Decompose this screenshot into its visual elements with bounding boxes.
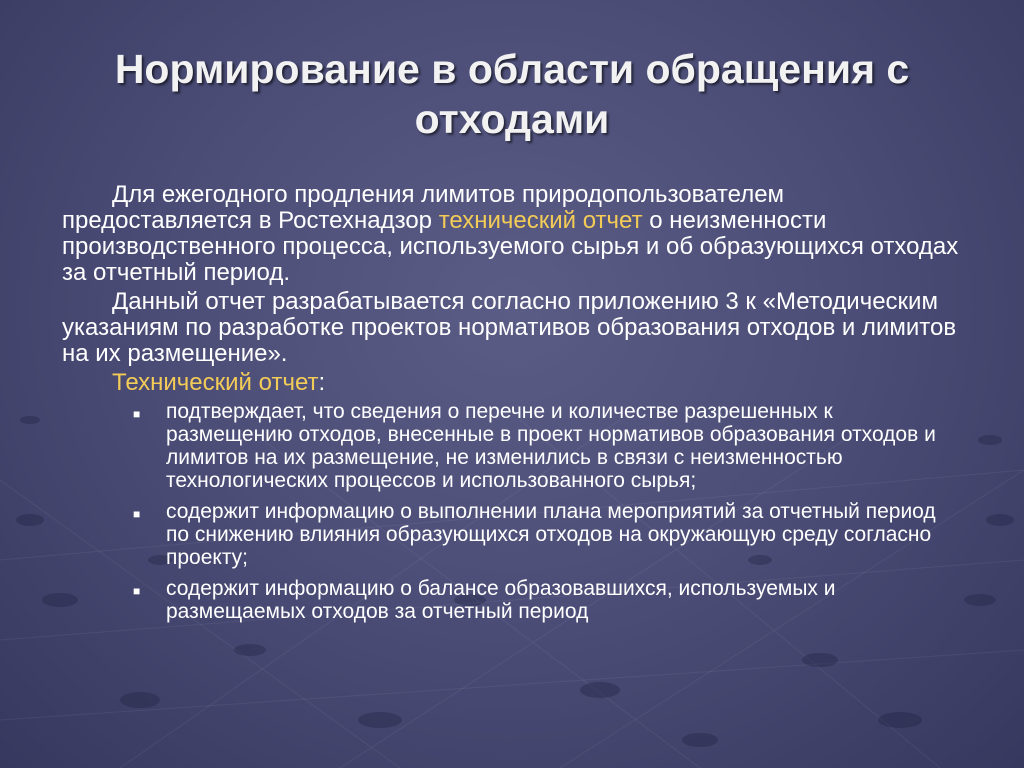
paragraph-methodology: Данный отчет разрабатывается согласно приложению 3 к «Методическим указаниям по разработке проектов нормативов образования отходов и лимитов на их размещение». [62, 288, 957, 367]
slide-title: Нормирование в области обращения с отходами [114, 46, 910, 142]
square-bullet-icon: ■ [133, 507, 141, 521]
highlight-technical-report: Технический отчет [112, 369, 319, 396]
paragraph-renewal [62, 182, 962, 286]
slide-body [62, 182, 962, 631]
technical-report-heading [112, 370, 962, 396]
highlight-technical-report: технический отчет [438, 207, 643, 234]
paragraph-text: Для ежегодного продления лимитов природопользователем предоставляется в Ростехнадзор [62, 181, 785, 234]
square-bullet-icon: ■ [133, 407, 141, 421]
bullet-list [62, 400, 962, 623]
list-item [133, 577, 962, 623]
square-bullet-icon: ■ [133, 584, 141, 598]
heading-colon: : [318, 369, 326, 396]
list-item [133, 400, 962, 492]
list-item [133, 500, 962, 569]
list-item-text: содержит информацию о выполнении плана мероприятий за отчетный период по снижению влияния образующихся отходов на окружающую среду согласно проекту; [166, 500, 936, 569]
paragraph-text: о неизменности производственного процесса, используемого сырья и об образующихся отходах за отчетный период. [62, 207, 959, 286]
list-item-text: подтверждает, что сведения о перечне и количестве разрешенных к размещению отходов, внесенные в проект нормативов образования отходов и лимитов на их размещение, не изменились в связи с неизменностью технологических процессов и использованного сырья; [166, 400, 936, 492]
list-item-text: содержит информацию о балансе образовавшихся, используемых и размещаемых отходов за отчетный период [166, 577, 836, 623]
